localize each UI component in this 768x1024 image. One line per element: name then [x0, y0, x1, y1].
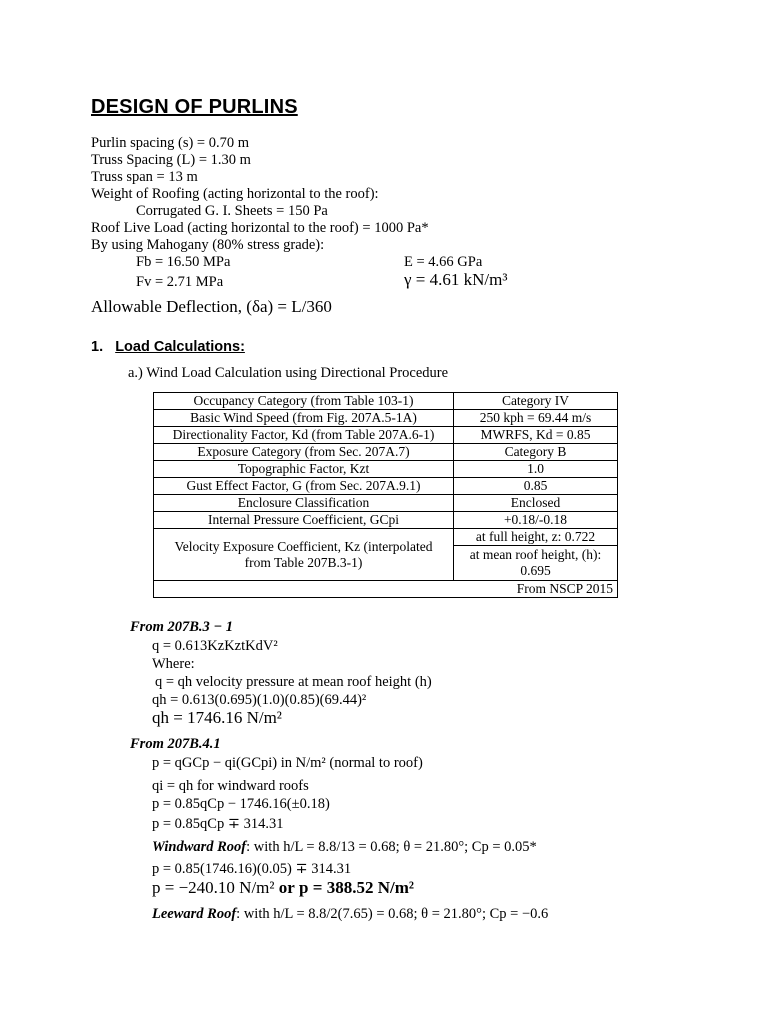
table-cell: Enclosure Classification — [154, 495, 454, 512]
table-cell: Directionality Factor, Kd (from Table 207A.6-1) — [154, 427, 454, 444]
windward-label: Windward Roof — [152, 839, 247, 855]
fb-value: Fb = 16.50 MPa — [136, 254, 231, 270]
truss-spacing: Truss Spacing (L) = 1.30 m — [91, 152, 251, 168]
table-cell: Category IV — [454, 393, 618, 410]
roof-live-load: Roof Live Load (acting horizontal to the roof) = 1000 Pa* — [91, 220, 429, 236]
table-cell: Internal Pressure Coefficient, GCpi — [154, 512, 454, 529]
qi-definition: qi = qh for windward roofs — [152, 778, 309, 794]
p-expression-1: p = 0.85qCp − 1746.16(±0.18) — [152, 796, 330, 812]
weight-roofing: Weight of Roofing (acting horizontal to the roof): — [91, 186, 379, 202]
subsection-heading: a.) Wind Load Calculation using Directional Procedure — [128, 365, 449, 381]
p-result-negative: p = −240.10 N/m² — [152, 878, 275, 897]
p-results-line — [152, 879, 414, 897]
table-cell: Occupancy Category (from Table 103-1) — [154, 393, 454, 410]
q-formula: q = 0.613KzKztKdV² — [152, 638, 278, 654]
leeward-roof-line: Leeward Roof: with h/L = 8.8/2(7.65) = 0.68; θ = 21.80°; Cp = −0.6 — [152, 906, 549, 922]
qh-substitution: qh = 0.613(0.695)(1.0)(0.85)(69.44)² — [152, 692, 367, 708]
mahogany-note: By using Mahogany (80% stress grade): — [91, 237, 325, 253]
purlin-spacing: Purlin spacing (s) = 0.70 m — [91, 135, 249, 151]
from-clause-1: From 207B.3 − 1 — [130, 619, 234, 635]
corrugated-sheets: Corrugated G. I. Sheets = 150 Pa — [136, 203, 328, 219]
page-title: DESIGN OF PURLINS — [91, 96, 298, 118]
or-text: or — [278, 878, 295, 897]
q-definition: q = qh velocity pressure at mean roof height (h) — [155, 674, 432, 690]
table-cell: Enclosed — [454, 495, 618, 512]
e-value: E = 4.66 GPa — [404, 254, 483, 270]
table-row — [154, 410, 618, 427]
table-row — [154, 478, 618, 495]
p-expression-2: p = 0.85qCp ∓ 314.31 — [152, 816, 284, 832]
table-cell: Gust Effect Factor, G (from Sec. 207A.9.1) — [154, 478, 454, 495]
p-expression-3: p = 0.85(1746.16)(0.05) ∓ 314.31 — [152, 861, 352, 877]
gamma-value: γ = 4.61 kN/m³ — [404, 270, 508, 289]
wind-load-table — [153, 392, 618, 598]
table-cell: Category B — [454, 444, 618, 461]
table-source: From NSCP 2015 — [154, 581, 618, 598]
table-cell: at full height, z: 0.722 — [454, 529, 618, 546]
table-row — [154, 512, 618, 529]
allowable-deflection: Allowable Deflection, (δa) = L/360 — [91, 297, 332, 316]
leeward-values: with h/L = 8.8/2(7.65) = 0.68; θ = 21.80°; Cp = −0.6 — [243, 906, 549, 922]
qh-value: qh = 1746.16 N/m² — [152, 708, 282, 727]
table-cell-kz-label: Velocity Exposure Coefficient, Kz (interpolated from Table 207B.3-1) — [154, 529, 454, 581]
from-clause-2: From 207B.4.1 — [130, 736, 221, 752]
table-row — [154, 444, 618, 461]
leeward-label: Leeward Roof — [152, 906, 237, 922]
table-cell: 1.0 — [454, 461, 618, 478]
p-formula: p = qGCp − qi(GCpi) in N/m² (normal to roof) — [152, 755, 423, 771]
table-cell: 0.85 — [454, 478, 618, 495]
p-result-positive: p = 388.52 N/m² — [299, 878, 414, 897]
table-row — [154, 581, 618, 598]
table-cell: Basic Wind Speed (from Fig. 207A.5-1A) — [154, 410, 454, 427]
section-number: 1. — [91, 339, 104, 355]
truss-span: Truss span = 13 m — [91, 169, 198, 185]
fv-value: Fv = 2.71 MPa — [136, 274, 224, 290]
windward-roof-line: Windward Roof: with h/L = 8.8/13 = 0.68; θ = 21.80°; Cp = 0.05* — [152, 839, 537, 855]
windward-values: with h/L = 8.8/13 = 0.68; θ = 21.80°; Cp = 0.05* — [253, 839, 537, 855]
table-cell: Exposure Category (from Sec. 207A.7) — [154, 444, 454, 461]
where-label: Where: — [152, 656, 195, 672]
table-cell: at mean roof height, (h): 0.695 — [454, 546, 618, 581]
table-cell: +0.18/-0.18 — [454, 512, 618, 529]
table-cell: MWRFS, Kd = 0.85 — [454, 427, 618, 444]
table-row — [154, 393, 618, 410]
section-label: Load Calculations: — [115, 339, 245, 355]
table-cell: 250 kph = 69.44 m/s — [454, 410, 618, 427]
section-heading — [91, 339, 245, 355]
table-row — [154, 529, 618, 546]
table-row — [154, 427, 618, 444]
table-row — [154, 461, 618, 478]
table-cell: Topographic Factor, Kzt — [154, 461, 454, 478]
table-row — [154, 495, 618, 512]
